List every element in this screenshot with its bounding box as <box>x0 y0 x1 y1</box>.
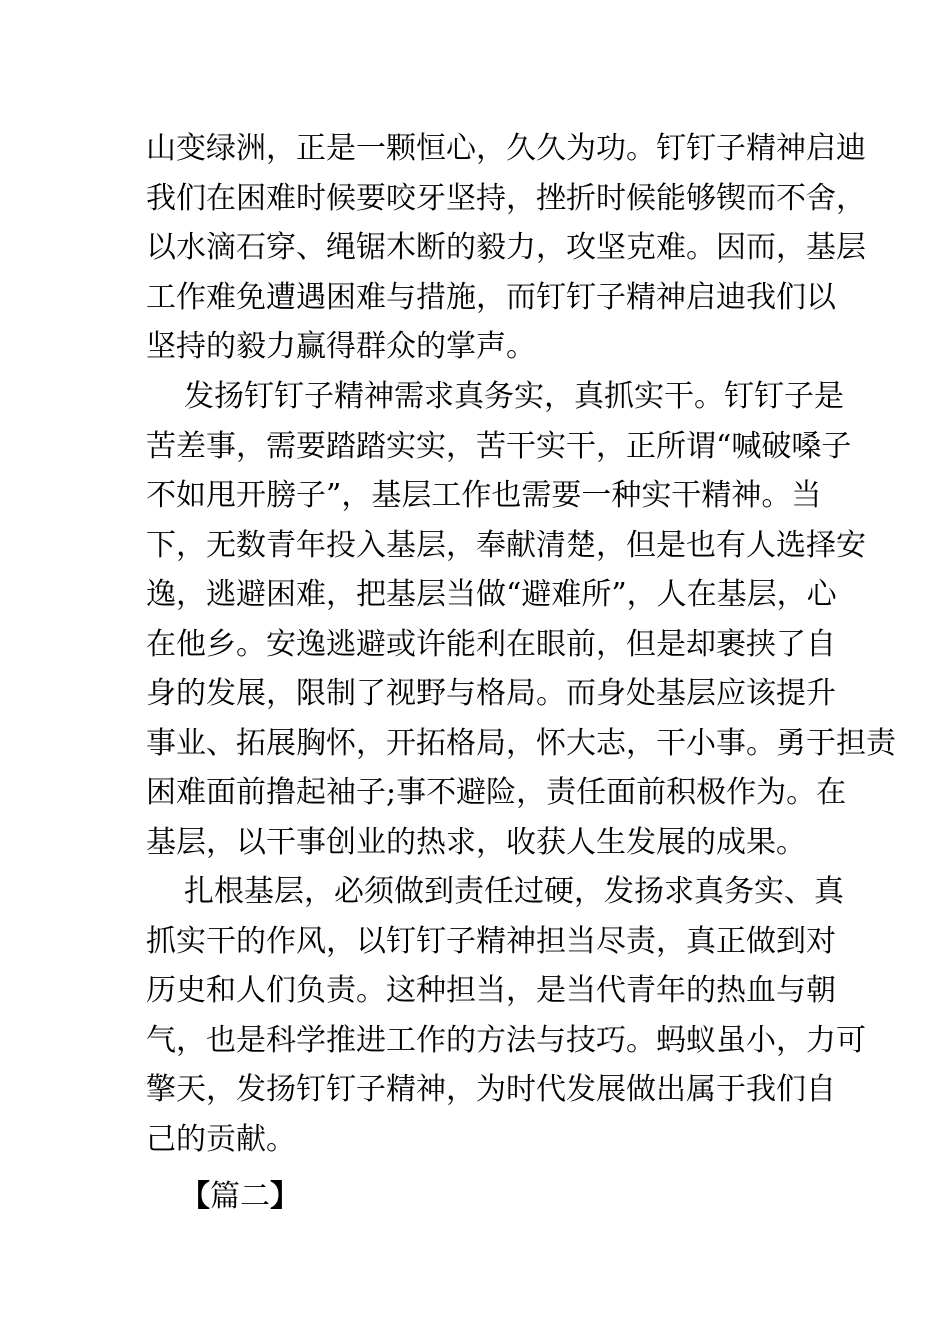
paragraph-line: 困难面前撸起袖子;事不避险，责任面前积极作为。在 <box>146 775 847 810</box>
paragraph-line: 工作难免遭遇困难与措施，而钉钉子精神启迪我们以 <box>146 279 836 315</box>
paragraph-line: 下，无数青年投入基层，奉献清楚，但是也有人选择安 <box>146 527 866 563</box>
paragraph-line: 发扬钉钉子精神需求真务实，真抓实干。钉钉子是 <box>184 379 844 414</box>
heading-open-bracket: 【 <box>180 1179 210 1214</box>
paragraph-line: 基层，以干事创业的热求，收获人生发展的成果。 <box>146 824 806 860</box>
paragraph-line: 不如甩开膀子”，基层工作也需要一种实干精神。当 <box>146 478 822 513</box>
paragraph-line: 事业、拓展胸怀，开拓格局，怀大志，干小事。勇于担责 <box>146 725 896 761</box>
paragraph-line: 扎根基层，必须做到责任过硬，发扬求真务实、真 <box>184 874 844 909</box>
paragraph-line: 抓实干的作风，以钉钉子精神担当尽责，真正做到对 <box>146 923 836 959</box>
paragraph-line: 以水滴石穿、绳锯木断的毅力，攻坚克难。因而，基层 <box>146 230 866 265</box>
paragraph-line: 气，也是科学推进工作的方法与技巧。蚂蚁虽小，力可 <box>146 1022 866 1058</box>
paragraph-1 <box>146 124 866 372</box>
paragraph-line: 坚持的毅力赢得群众的掌声。 <box>146 329 536 364</box>
section-heading <box>180 1172 300 1222</box>
paragraph-line: 历史和人们负责。这种担当，是当代青年的热血与朝 <box>146 973 836 1008</box>
paragraph-line: 我们在困难时候要咬牙坚持，挫折时候能够锲而不舍， <box>146 180 866 216</box>
heading-text: 篇二 <box>210 1179 270 1214</box>
paragraph-line: 逸，逃避困难，把基层当做“避难所”，人在基层，心 <box>146 577 837 612</box>
paragraph-line: 身的发展，限制了视野与格局。而身处基层应该提升 <box>146 676 836 711</box>
paragraph-line: 苦差事，需要踏踏实实，苦干实干，正所谓“喊破嗓子 <box>146 428 852 464</box>
paragraph-3 <box>146 867 866 1164</box>
paragraph-line: 在他乡。安逸逃避或许能利在眼前，但是却裹挟了自 <box>146 626 836 662</box>
paragraph-line: 己的贡献。 <box>146 1121 296 1157</box>
paragraph-2 <box>146 372 896 867</box>
heading-close-bracket: 】 <box>270 1179 300 1214</box>
paragraph-line: 擎天，发扬钉钉子精神，为时代发展做出属于我们自 <box>146 1072 836 1107</box>
paragraph-line: 山变绿洲，正是一颗恒心，久久为功。钉钉子精神启迪 <box>146 131 866 166</box>
